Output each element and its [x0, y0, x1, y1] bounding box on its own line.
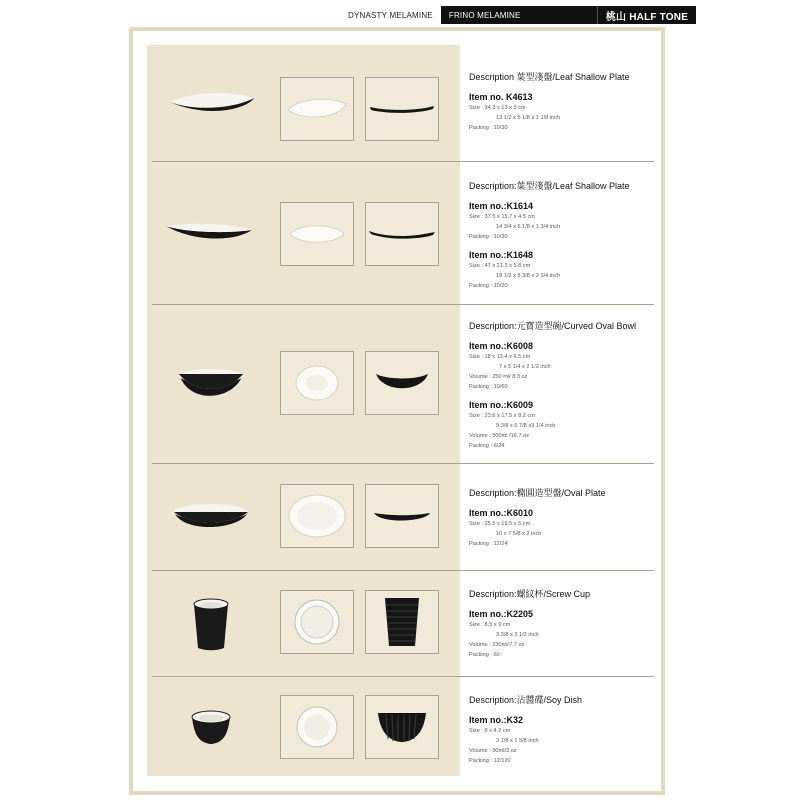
item-number: Item no.:K1648: [469, 250, 534, 260]
spec-line: Packing : 6/24: [469, 443, 505, 449]
product-description: Description:螺紋杯/Screw Cup: [469, 589, 591, 599]
top-view-image: [280, 77, 354, 141]
product-info: [469, 70, 659, 133]
spec-line: Size : 8.5 x 9 cm: [469, 622, 511, 628]
product-info: [469, 693, 659, 766]
spec-line: Size : 23.6 x 17.5 x 8.2 cm: [469, 413, 535, 419]
product-section-screw-cup: [147, 571, 654, 676]
header-tab-frino: FRINO MELAMINE: [441, 6, 597, 24]
item-number: Item no.:K6010: [469, 508, 534, 518]
product-info: [469, 486, 659, 549]
spec-line: 10 x 7 5/8 x 2 inch: [496, 531, 542, 537]
spec-line: Packing : 12/120: [469, 758, 511, 764]
spec-line: 13 1/2 x 5 1/8 x 1 1/8 inch: [496, 115, 561, 121]
product-info: [469, 179, 659, 291]
catalog-header: [340, 6, 696, 24]
product-section-curved-oval-bowl: [147, 305, 654, 463]
product-description: Description 葉型淺盤/Leaf Shallow Plate: [469, 72, 630, 82]
item-number: Item no.:K1614: [469, 201, 534, 211]
header-tab-dynasty: DYNASTY MELAMINE: [340, 6, 441, 24]
spec-line: Volume : 90ml/3 oz: [469, 748, 517, 754]
product-photo: [147, 305, 275, 463]
top-view-image: [280, 590, 354, 654]
product-section-soy-dish: [147, 677, 654, 776]
spec-line: Size : 18 x 13.4 x 6.5 cm: [469, 354, 531, 360]
spec-line: Packing : 12/24: [469, 541, 508, 547]
side-view-image: [365, 484, 439, 548]
spec-line: Size : 34.3 x 13 x 3 cm: [469, 105, 526, 111]
spec-line: 3 3/8 x 3 1/2 inch: [496, 632, 539, 638]
spec-line: Volume : 230ml/7.7 oz: [469, 642, 525, 648]
spec-line: Packing : 10/20: [469, 283, 508, 289]
side-view-image: [365, 351, 439, 415]
spec-line: Size : 37.5 x 15.7 x 4.5 cm: [469, 214, 535, 220]
top-view-image: [280, 695, 354, 759]
product-photo: [147, 464, 275, 570]
spec-line: Size : 25.5 x 19.5 x 5 cm: [469, 521, 531, 527]
spec-line: Volume : 500ml /16.7 oz: [469, 433, 530, 439]
product-description: Description:葉型淺盤/Leaf Shallow Plate: [469, 181, 630, 191]
item-number: Item no.:K6009: [469, 400, 534, 410]
product-photo: [147, 162, 275, 304]
screw-cup-photo: [191, 596, 231, 652]
soy-dish-photo: [189, 707, 233, 747]
product-info: [469, 587, 659, 660]
header-tab-half-tone: 桃山 HALF TONE: [597, 6, 696, 24]
side-view-image: [365, 590, 439, 654]
oval-bowl-photo: [175, 364, 247, 404]
spec-line: Size : 47 x 21.3 x 5.8 cm: [469, 263, 531, 269]
top-view-image: [280, 484, 354, 548]
spec-line: Packing : 60: [469, 652, 500, 658]
spec-line: 14 3/4 x 6 1/8 x 1 3/4 inch: [496, 224, 561, 230]
leaf-plate-photo: [164, 218, 258, 248]
item-number: Item no.:K2205: [469, 609, 534, 619]
product-description: Description:沾醬碟/Soy Dish: [469, 695, 583, 705]
spec-line: 7 x 5 1/4 x 2 1/2 inch: [499, 364, 551, 370]
oval-plate-photo: [171, 500, 251, 534]
side-view-image: [365, 695, 439, 759]
product-description: Description:橢圓造型盤/Oval Plate: [469, 488, 606, 498]
top-view-image: [280, 202, 354, 266]
top-view-image: [280, 351, 354, 415]
product-photo: [147, 45, 275, 161]
item-number: Item no.:K6008: [469, 341, 534, 351]
item-number: Item no. K4613: [469, 92, 533, 102]
product-photo: [147, 677, 275, 776]
spec-line: Size : 8 x 4.2 cm: [469, 728, 511, 734]
product-info: [469, 319, 659, 451]
spec-line: Packing : 10/30: [469, 234, 508, 240]
spec-line: 9 3/8 x 6 7/8 x3 1/4 inch: [496, 423, 556, 429]
spec-line: Volume : 250 ml/ 8.3 oz: [469, 374, 528, 380]
product-section-leaf-plate-k4613: [147, 45, 654, 161]
side-view-image: [365, 77, 439, 141]
product-photo: [147, 571, 275, 676]
spec-line: 18 1/2 x 8 3/8 x 2 1/4 inch: [496, 273, 561, 279]
spec-line: 3 1/8 x 1 5/8 inch: [496, 738, 539, 744]
product-section-leaf-plate-k1614: [147, 162, 654, 304]
product-section-oval-plate: [147, 464, 654, 570]
spec-line: Packing : 10/60: [469, 384, 508, 390]
spec-line: Packing : 10/30: [469, 125, 508, 131]
side-view-image: [365, 202, 439, 266]
leaf-plate-photo: [166, 88, 256, 118]
product-description: Description:元寶造型碗/Curved Oval Bowl: [469, 321, 637, 331]
item-number: Item no.:K32: [469, 715, 524, 725]
